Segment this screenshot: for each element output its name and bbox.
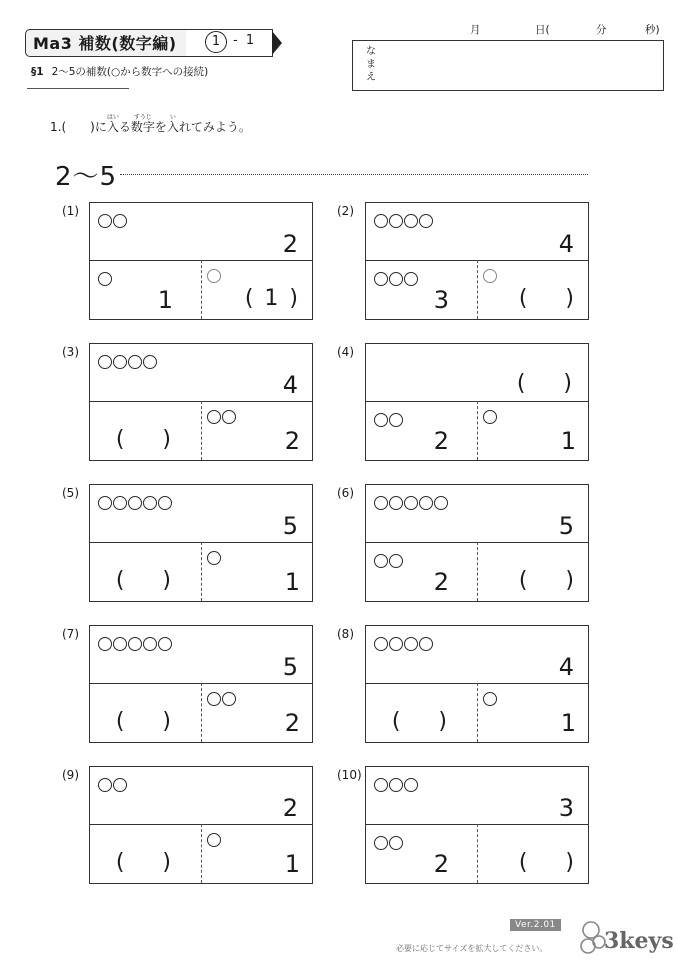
- circle-icon: [113, 214, 127, 228]
- box-divider-vertical: [477, 824, 478, 883]
- footer-note: 必要に応じてサイズを拡大してください。: [396, 944, 548, 953]
- circle-icon: [207, 269, 221, 283]
- circle-icon: [419, 214, 433, 228]
- number-value: 5: [282, 653, 298, 681]
- answer-blank[interactable]: ( ): [516, 371, 574, 396]
- problem-box: [89, 484, 313, 602]
- circle-group: [374, 778, 418, 792]
- instruction-text-after: れてみよう。: [178, 120, 251, 134]
- answer-blank[interactable]: ( ): [115, 709, 173, 734]
- name-field[interactable]: [352, 40, 664, 91]
- circle-icon: [98, 496, 112, 510]
- circle-icon: [113, 637, 127, 651]
- circle-icon: [404, 496, 418, 510]
- instruction: [50, 114, 251, 135]
- number-value: 2: [282, 230, 298, 258]
- answer-blank[interactable]: ( 1 ): [244, 286, 300, 311]
- ruby-hai: はい: [106, 114, 119, 121]
- unit-suffix: - 1: [233, 33, 257, 48]
- number-value: 4: [558, 653, 574, 681]
- circle-icon: [419, 637, 433, 651]
- circle-icon: [374, 554, 388, 568]
- circle-icon: [98, 355, 112, 369]
- circle-icon: [483, 269, 497, 283]
- circle-icon: [207, 410, 221, 424]
- number-value: 3: [433, 286, 449, 314]
- word-suji: 数字: [130, 120, 155, 134]
- problem-box: [89, 766, 313, 884]
- number-value: 2: [284, 427, 300, 455]
- circle-icon: [374, 214, 388, 228]
- circle-group: [207, 833, 221, 847]
- instruction-text-before: 1.( )に: [50, 120, 107, 134]
- circle-group: [374, 496, 448, 510]
- problem-number: (7): [62, 627, 79, 641]
- circle-icon: [374, 778, 388, 792]
- problem-number: (2): [337, 204, 354, 218]
- circle-icon: [143, 496, 157, 510]
- problem-number: (5): [62, 486, 79, 500]
- problem-box: [365, 484, 589, 602]
- circle-icon: [128, 496, 142, 510]
- circle-icon: [98, 214, 112, 228]
- circle-icon: [98, 272, 112, 286]
- answer-blank[interactable]: ( ): [391, 709, 449, 734]
- answer-blank[interactable]: ( ): [518, 850, 576, 875]
- circle-group: [207, 410, 236, 424]
- number-value: 4: [558, 230, 574, 258]
- circle-group: [98, 355, 157, 369]
- number-value: 2: [282, 794, 298, 822]
- circle-icon: [98, 637, 112, 651]
- unit-box: [186, 29, 273, 57]
- subtitle-text: 2〜5の補数(○から数字への接続): [51, 66, 209, 78]
- circle-icon: [374, 637, 388, 651]
- circle-icon: [374, 836, 388, 850]
- problem-box: [89, 625, 313, 743]
- number-value: 3: [558, 794, 574, 822]
- circle-icon: [404, 637, 418, 651]
- problem-box: [365, 625, 589, 743]
- box-divider-vertical: [477, 683, 478, 742]
- answer-blank[interactable]: ( ): [115, 427, 173, 452]
- answer-blank[interactable]: ( ): [518, 286, 576, 311]
- number-value: 2: [433, 427, 449, 455]
- number-value: 1: [560, 709, 576, 737]
- logo-text: 3keys: [604, 928, 674, 954]
- problem-number: (1): [62, 204, 79, 218]
- number-value: 2: [433, 568, 449, 596]
- circle-icon: [113, 778, 127, 792]
- circle-icon: [389, 214, 403, 228]
- circle-group: [374, 214, 433, 228]
- circle-group: [483, 692, 497, 706]
- box-divider-vertical: [477, 260, 478, 319]
- circle-icon: [434, 496, 448, 510]
- ruby-i: い: [169, 114, 176, 121]
- problem-number: (3): [62, 345, 79, 359]
- number-value: 2: [433, 850, 449, 878]
- circle-group: [98, 496, 172, 510]
- date-month: 月: [470, 24, 481, 36]
- circle-icon: [222, 692, 236, 706]
- answer-blank[interactable]: ( ): [115, 850, 173, 875]
- number-value: 2: [284, 709, 300, 737]
- circle-group: [207, 551, 221, 565]
- circle-group: [483, 269, 497, 283]
- answer-blank[interactable]: ( ): [115, 568, 173, 593]
- worksheet-title: Ma3 補数(数字編): [33, 34, 177, 53]
- number-value: 5: [282, 512, 298, 540]
- circle-group: [98, 214, 127, 228]
- circle-icon: [389, 836, 403, 850]
- problem-box: [365, 202, 589, 320]
- circle-icon: [389, 413, 403, 427]
- circle-group: [374, 413, 403, 427]
- circle-icon: [404, 778, 418, 792]
- word-hai: 入: [106, 120, 119, 134]
- circle-group: [483, 410, 497, 424]
- circle-icon: [222, 410, 236, 424]
- instruction-text-mid1: る: [118, 120, 131, 134]
- name-label: なまえ: [366, 46, 376, 83]
- circle-icon: [128, 637, 142, 651]
- number-value: 1: [284, 850, 300, 878]
- date-day: 日(: [535, 24, 550, 36]
- arrow-right-icon: [272, 31, 282, 55]
- circle-group: [374, 554, 403, 568]
- circle-group: [207, 692, 236, 706]
- circle-icon: [389, 778, 403, 792]
- circle-icon: [143, 355, 157, 369]
- number-value: 1: [157, 286, 173, 314]
- circle-icon: [419, 496, 433, 510]
- circle-icon: [207, 551, 221, 565]
- circle-icon: [404, 214, 418, 228]
- box-divider-vertical: [201, 683, 202, 742]
- box-divider-vertical: [477, 542, 478, 601]
- number-value: 4: [282, 371, 298, 399]
- logo-circles-icon: [580, 920, 606, 956]
- circle-icon: [389, 272, 403, 286]
- problem-number: (10): [337, 768, 362, 782]
- circle-icon: [483, 410, 497, 424]
- circle-icon: [98, 778, 112, 792]
- subtitle-underline: [27, 88, 129, 89]
- date-minute: 分: [596, 24, 607, 36]
- problem-box: [365, 343, 589, 461]
- circle-group: [98, 778, 127, 792]
- problem-number: (8): [337, 627, 354, 641]
- section-dotted-line: [120, 174, 588, 175]
- circle-icon: [158, 637, 172, 651]
- circle-group: [207, 269, 221, 283]
- circle-icon: [483, 692, 497, 706]
- box-divider-vertical: [477, 401, 478, 460]
- section-title: 2〜5: [55, 162, 118, 192]
- circle-icon: [113, 355, 127, 369]
- box-divider-vertical: [201, 542, 202, 601]
- problem-box: [89, 343, 313, 461]
- circle-icon: [113, 496, 127, 510]
- instruction-text-mid2: を: [154, 120, 167, 134]
- circle-group: [98, 637, 172, 651]
- circle-group: [374, 836, 403, 850]
- unit-number: 1: [205, 31, 227, 53]
- circle-icon: [404, 272, 418, 286]
- circle-icon: [374, 272, 388, 286]
- circle-icon: [207, 692, 221, 706]
- circle-icon: [374, 413, 388, 427]
- problem-number: (9): [62, 768, 79, 782]
- section-mark: §1: [31, 66, 44, 78]
- circle-group: [98, 272, 112, 286]
- circle-icon: [389, 496, 403, 510]
- answer-blank[interactable]: ( ): [518, 568, 576, 593]
- circle-group: [374, 637, 433, 651]
- number-value: 5: [558, 512, 574, 540]
- circle-icon: [143, 637, 157, 651]
- circle-icon: [374, 496, 388, 510]
- number-value: 1: [284, 568, 300, 596]
- ruby-suji: すうじ: [133, 114, 152, 121]
- circle-group: [374, 272, 418, 286]
- circle-icon: [389, 637, 403, 651]
- problem-number: (6): [337, 486, 354, 500]
- circle-icon: [207, 833, 221, 847]
- problem-box: [365, 766, 589, 884]
- problem-number: (4): [337, 345, 354, 359]
- box-divider-vertical: [201, 401, 202, 460]
- date-second: 秒): [645, 24, 660, 36]
- circle-icon: [389, 554, 403, 568]
- box-divider-vertical: [201, 824, 202, 883]
- word-i: 入: [166, 120, 179, 134]
- problem-box: [89, 202, 313, 320]
- circle-icon: [158, 496, 172, 510]
- circle-icon: [128, 355, 142, 369]
- number-value: 1: [560, 427, 576, 455]
- box-divider-vertical: [201, 260, 202, 319]
- version-badge: Ver.2.01: [510, 919, 561, 931]
- subtitle: [31, 64, 208, 79]
